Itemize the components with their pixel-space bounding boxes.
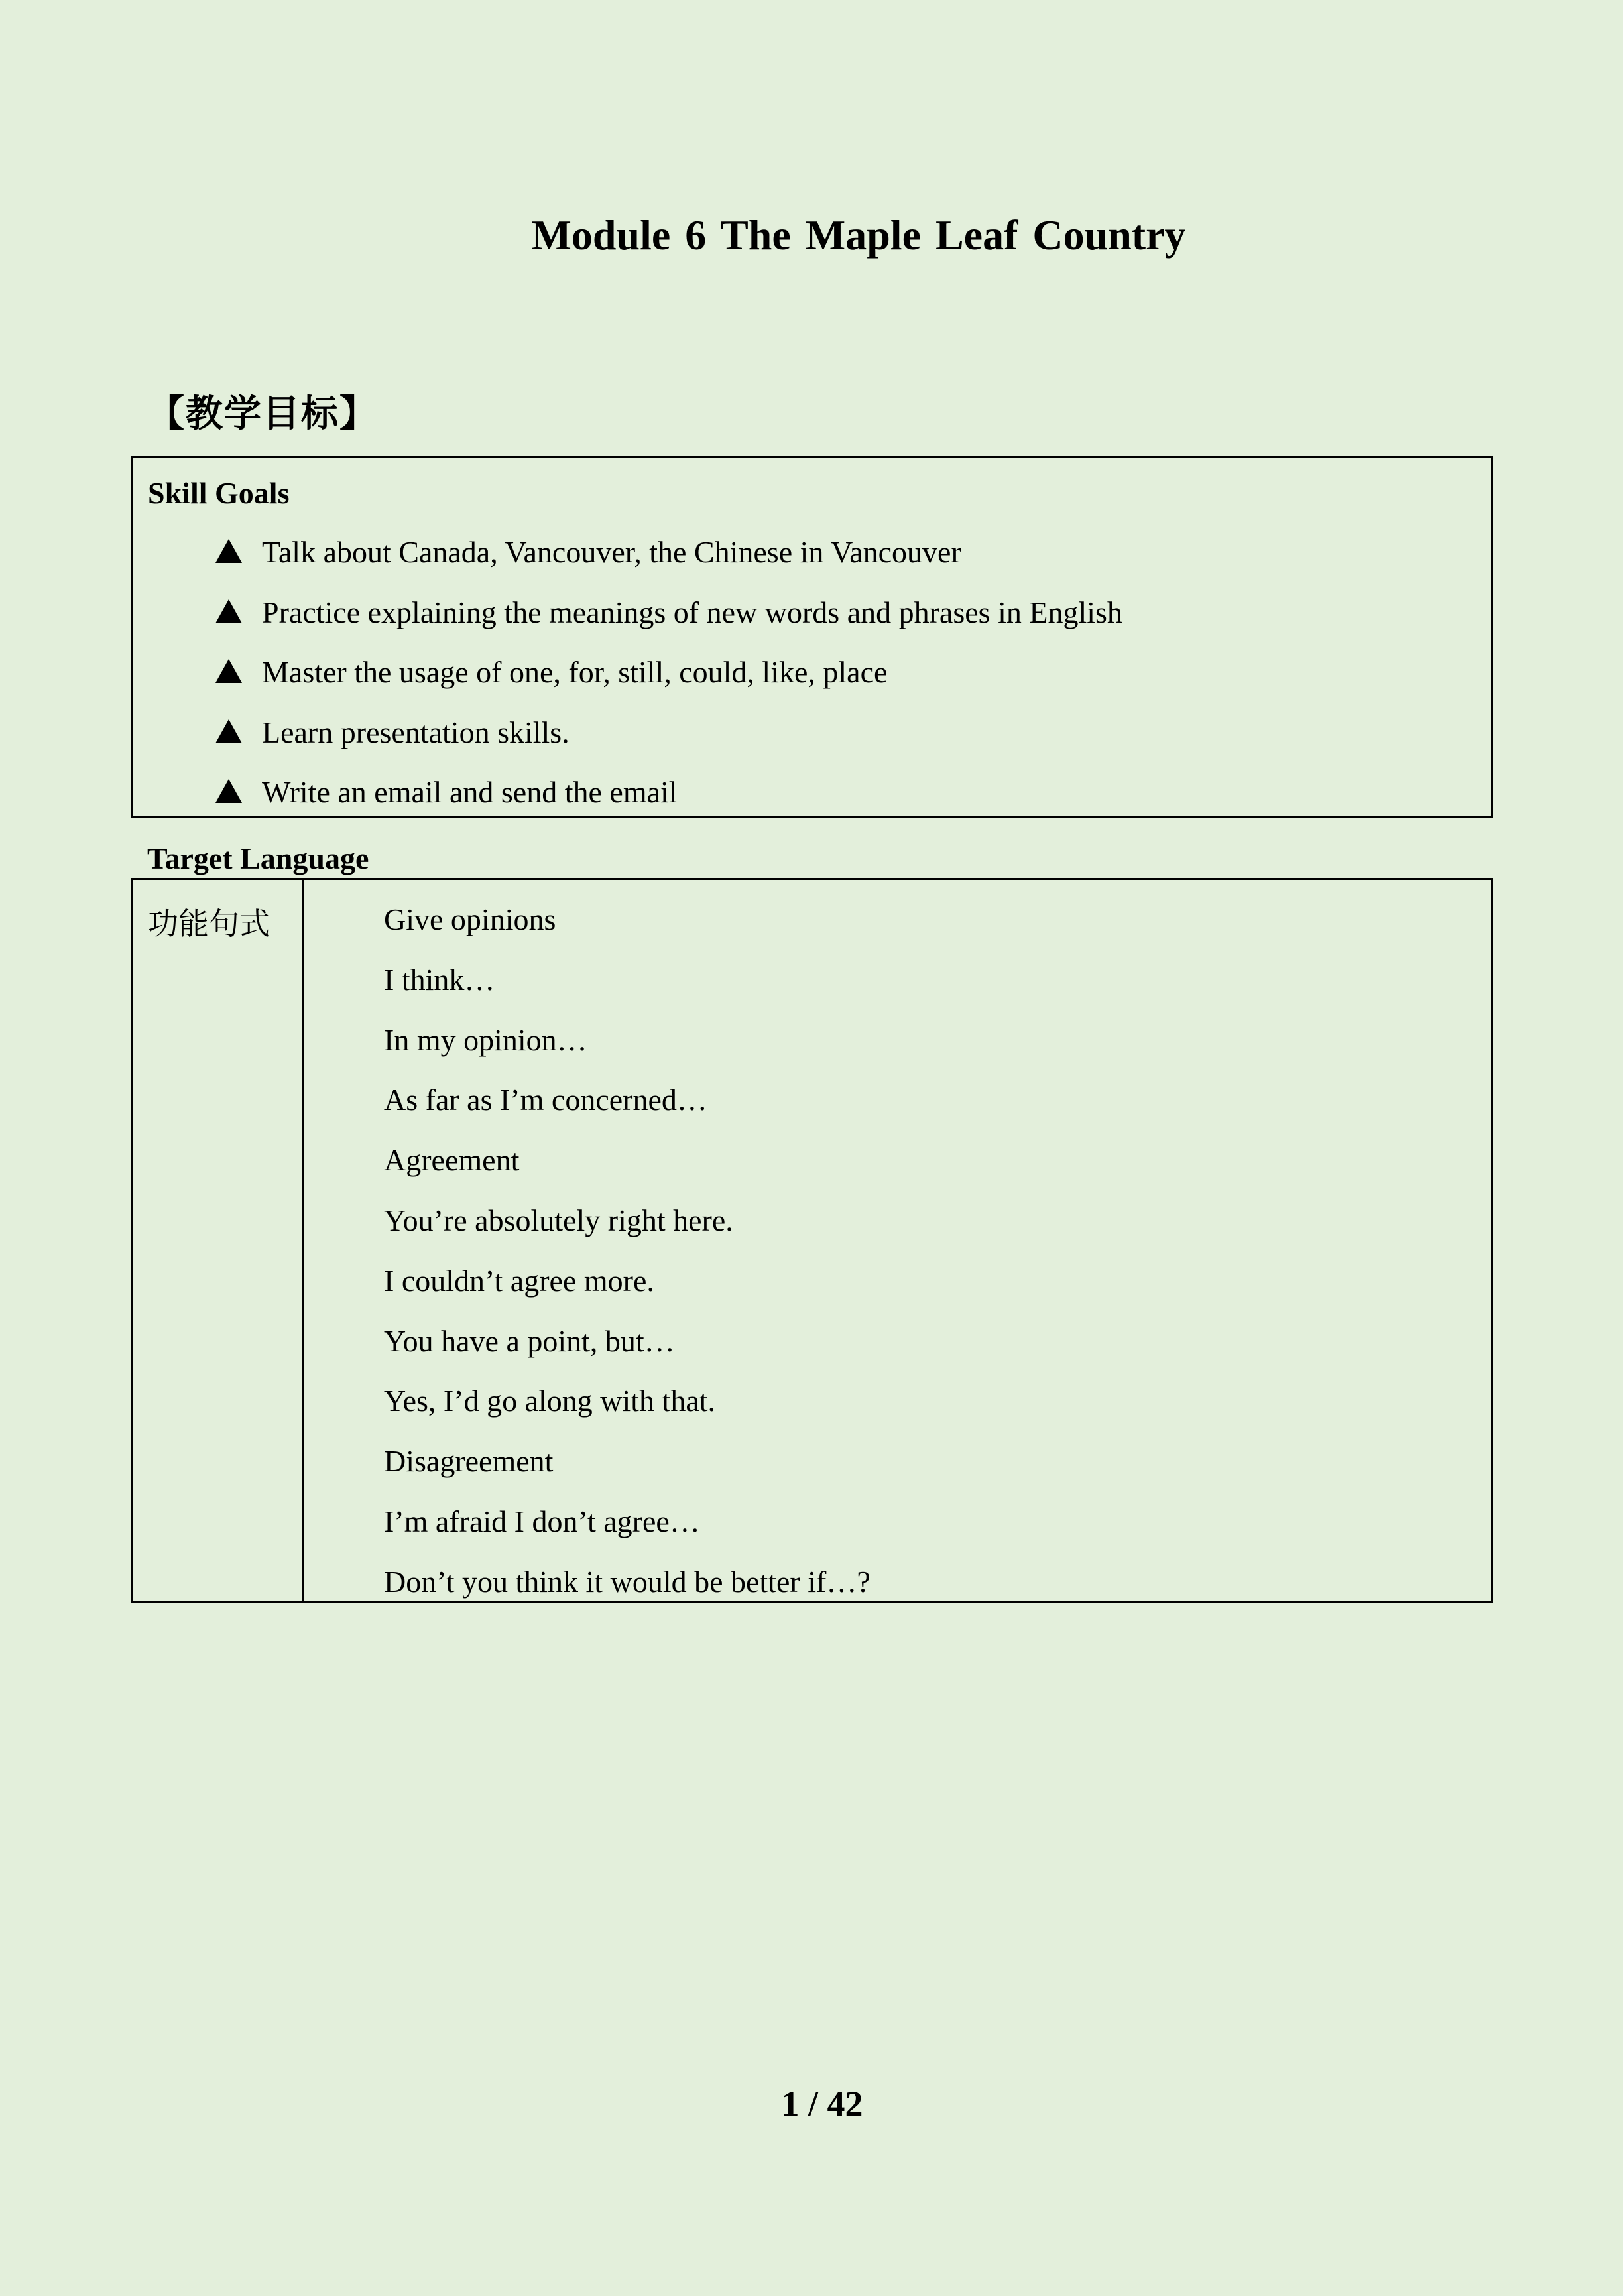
- skill-goal-item: [215, 597, 1122, 657]
- target-language-item: Give opinions: [384, 902, 556, 936]
- target-language-item: Agreement: [384, 1143, 520, 1178]
- skill-goal-text: Master the usage of one, for, still, could, like, place: [262, 655, 888, 689]
- skill-goal-item: [215, 776, 1122, 837]
- functional-sentences-label: 功能句式: [148, 906, 270, 941]
- triangle-bullet-icon: [215, 779, 242, 803]
- target-language-item: I couldn’t agree more.: [384, 1263, 654, 1298]
- triangle-bullet-icon: [215, 659, 242, 683]
- target-language-item: Disagreement: [384, 1444, 554, 1479]
- triangle-bullet-icon: [215, 599, 242, 623]
- target-language-title: Target Language: [147, 841, 369, 875]
- skill-goal-text: Write an email and send the email: [262, 775, 678, 809]
- skill-goal-item: [215, 656, 1122, 717]
- skill-goals-title: Skill Goals: [148, 476, 290, 510]
- page-number: 1 / 42: [781, 2084, 863, 2124]
- target-language-item: You’re absolutely right here.: [384, 1203, 733, 1237]
- table-column-divider: [302, 880, 304, 1601]
- skill-goal-item: [215, 717, 1122, 777]
- triangle-bullet-icon: [215, 539, 242, 563]
- target-language-item: In my opinion…: [384, 1022, 587, 1057]
- target-language-item: Yes, I’d go along with that.: [384, 1384, 716, 1418]
- target-language-list: [384, 904, 871, 1626]
- target-language-item: You have a point, but…: [384, 1323, 675, 1358]
- target-language-item: As far as I’m concerned…: [384, 1083, 707, 1117]
- skill-goal-text: Talk about Canada, Vancouver, the Chinese in Vancouver: [262, 535, 961, 569]
- target-language-table: [131, 878, 1493, 1603]
- target-language-item: I’m afraid I don’t agree…: [384, 1504, 700, 1538]
- target-language-item: I think…: [384, 962, 495, 997]
- skill-goals-box: [131, 456, 1493, 818]
- skill-goal-text: Practice explaining the meanings of new words and phrases in English: [262, 595, 1122, 629]
- skill-goals-list: [215, 536, 1122, 837]
- skill-goal-text: Learn presentation skills.: [262, 715, 570, 749]
- skill-goal-item: [215, 536, 1122, 597]
- target-language-item: Don’t you think it would be better if…?: [384, 1564, 871, 1599]
- document-title: Module 6 The Maple Leaf Country: [531, 211, 1186, 259]
- triangle-bullet-icon: [215, 719, 242, 743]
- section-heading-teaching-goals: 【教学目标】: [147, 393, 378, 436]
